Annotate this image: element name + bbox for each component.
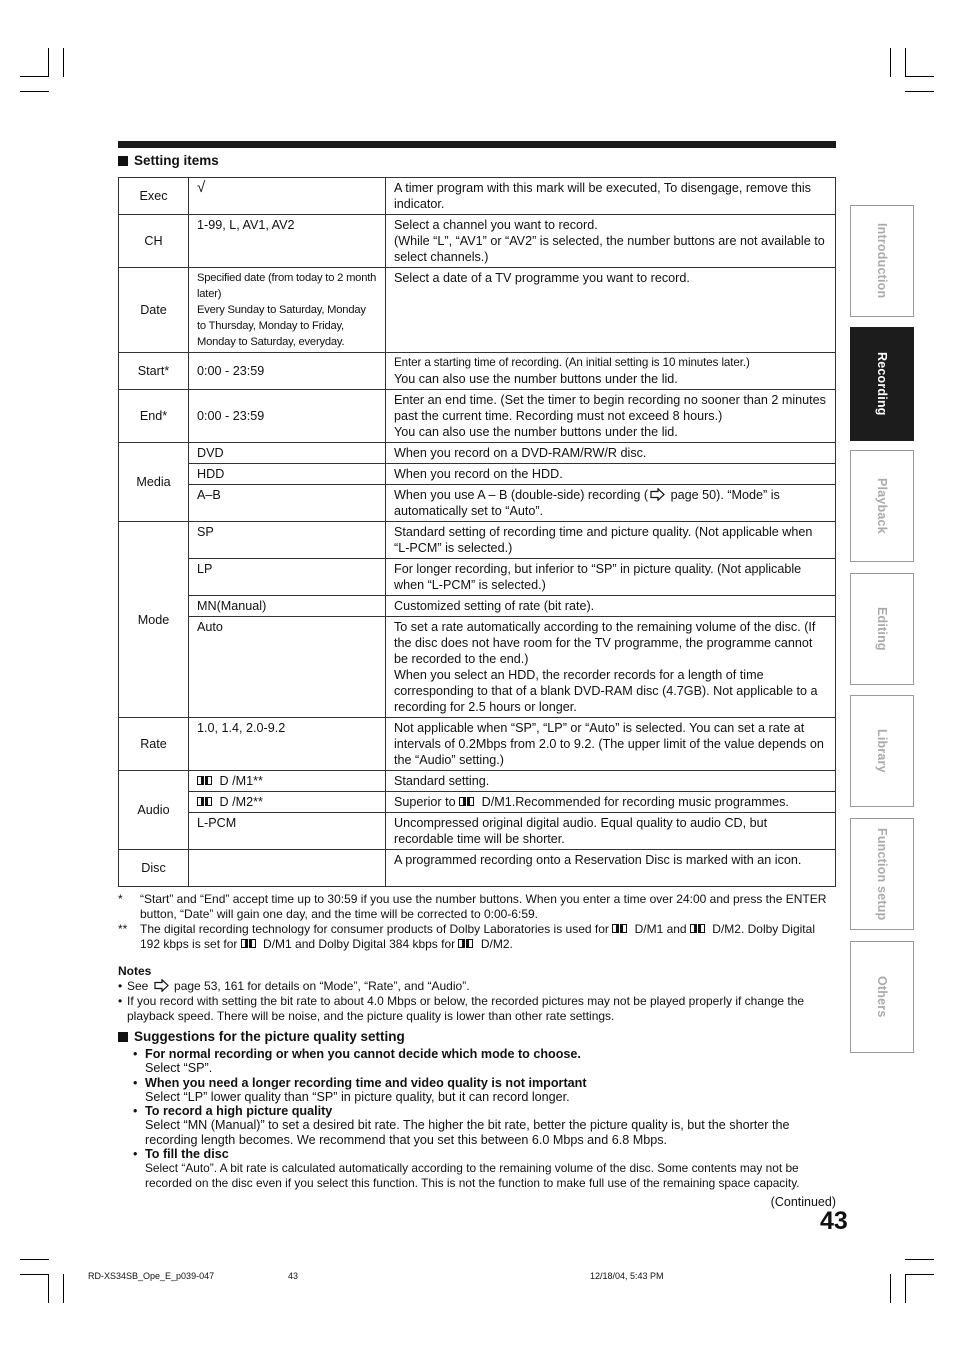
row-value: Specified date (from today to 2 month later) Every Sunday to Saturday, Monday to Thursday, Monday to Friday, Monday to Saturday, everyday. <box>189 268 386 353</box>
row-key: End* <box>119 390 189 443</box>
square-bullet-icon <box>118 1032 128 1042</box>
table-row <box>119 268 836 353</box>
dolby-double-d-icon <box>197 797 214 807</box>
list-item: • To record a high picture quality Select “MN (Manual)” to set a desired bit rate. The higher the bit rate, better the picture quality is, but the shorter the recording length becomes. We recommend that you set this between 6.0 Mbps and 6.8 Mbps. <box>133 1104 790 1147</box>
footer-page: 43 <box>288 1271 299 1281</box>
table-row <box>119 617 836 718</box>
table-row <box>119 596 836 617</box>
row-desc: For longer recording, but inferior to “SP” in picture quality. (Not applicable when “L-PCM” is selected.) <box>386 559 836 596</box>
section-title: Setting items <box>134 153 219 168</box>
table-row <box>119 215 836 268</box>
row-key: Audio <box>119 771 189 850</box>
dolby-double-d-icon <box>241 939 258 949</box>
row-value: L-PCM <box>189 813 386 850</box>
row-desc: A programmed recording onto a Reservation Disc is marked with an icon. <box>386 850 836 887</box>
notes <box>118 964 836 1024</box>
row-key: Date <box>119 268 189 353</box>
row-key: Disc <box>119 850 189 887</box>
list-item: • If you record with setting the bit rate to about 4.0 Mbps or below, the recorded pictures may not be played properly if change the playback speed. There will be noise, and the picture quality is lower than other rate settings. <box>118 994 805 1023</box>
row-desc: Not applicable when “SP”, “LP” or “Auto” is selected. You can set a rate at intervals of 0.2Mbps from 2.0 to 9.2. (The upper limit of the value depends on the “Audio” setting.) <box>386 718 836 771</box>
list-item: • For normal recording or when you cannot decide which mode to choose. Select “SP”. <box>133 1047 581 1076</box>
table-row <box>119 390 836 443</box>
row-value: √ <box>189 178 386 215</box>
right-arrow-icon <box>154 979 169 992</box>
right-arrow-icon <box>650 488 665 501</box>
list-item: • When you need a longer recording time and video quality is not important Select “LP” lower quality than “SP” in picture quality, but it can record longer. <box>133 1075 587 1104</box>
setting-items-table <box>118 177 836 887</box>
row-desc: When you record on the HDD. <box>386 464 836 485</box>
row-value <box>189 850 386 887</box>
row-value: 0:00 - 23:59 <box>189 390 386 443</box>
row-desc: To set a rate automatically according to the remaining volume of the disc. (If the disc does not have room for the TV programme, the programme cannot be recorded to the end.) When you select an HDD, the recorder records for a length of time corresponding to that of a blank DVD-RAM disc (4.7GB). Not applicable to a recording for 2.5 hours or longer. <box>386 617 836 718</box>
dolby-double-d-icon <box>197 776 214 786</box>
section-heading <box>118 153 219 168</box>
row-desc: Standard setting of recording time and picture quality. (Not applicable when “L-PCM” is selected.) <box>386 522 836 559</box>
row-desc: Standard setting. <box>386 771 836 792</box>
suggestions-list <box>133 1047 836 1190</box>
list-item: • To fill the disc Select “Auto”. A bit rate is calculated automatically according to the remaining volume of the disc. Some contents may not be recorded on the disc even if you select this function. This is not the function to make full use of the remaining space capacity. <box>133 1147 800 1190</box>
row-value: MN(Manual) <box>189 596 386 617</box>
dolby-double-d-icon <box>612 924 629 934</box>
tab-others[interactable]: Others <box>850 941 914 1053</box>
tab-playback[interactable]: Playback <box>850 450 914 562</box>
header-rule <box>118 141 836 148</box>
row-value: 1-99, L, AV1, AV2 <box>189 215 386 268</box>
row-value: A–B <box>189 485 386 522</box>
footnote: ** The digital recording technology for consumer products of Dolby Laboratories is used for D/M1 and D/M2. Dolby Digital 192 kbps is set for D/M1 and Dolby Digital 384 kbps for D/M2. <box>118 922 815 951</box>
square-bullet-icon <box>118 156 128 166</box>
row-key: Media <box>119 443 189 522</box>
row-key: Rate <box>119 718 189 771</box>
row-desc: Select a date of a TV programme you want to record. <box>386 268 836 353</box>
table-row <box>119 771 836 792</box>
row-value: D /M1** <box>189 771 386 792</box>
suggestions-title: Suggestions for the picture quality setting <box>134 1029 405 1044</box>
table-row <box>119 813 836 850</box>
page-number: 43 <box>820 1207 848 1235</box>
row-desc: A timer program with this mark will be executed, To disengage, remove this indicator. <box>386 178 836 215</box>
row-value: LP <box>189 559 386 596</box>
table-row <box>119 792 836 813</box>
row-desc: Customized setting of rate (bit rate). <box>386 596 836 617</box>
tab-library[interactable]: Library <box>850 695 914 807</box>
row-desc: Superior to D/M1.Recommended for recording music programmes. <box>386 792 836 813</box>
row-desc: When you record on a DVD-RAM/RW/R disc. <box>386 443 836 464</box>
table-row <box>119 559 836 596</box>
row-desc: Enter a starting time of recording. (An initial setting is 10 minutes later.) You can also use the number buttons under the lid. <box>386 353 836 390</box>
dolby-double-d-icon <box>690 924 707 934</box>
table-row <box>119 485 836 522</box>
table-row <box>119 850 836 887</box>
row-desc: Select a channel you want to record. (While “L”, “AV1” or “AV2” is selected, the number buttons are not available to select channels.) <box>386 215 836 268</box>
row-desc: Enter an end time. (Set the timer to begin recording no sooner than 2 minutes past the current time. Recording must not exceed 8 hours.) You can also use the number buttons under the lid. <box>386 390 836 443</box>
table-row <box>119 353 836 390</box>
row-key: Start* <box>119 353 189 390</box>
row-value: SP <box>189 522 386 559</box>
row-value: DVD <box>189 443 386 464</box>
row-value: HDD <box>189 464 386 485</box>
dolby-double-d-icon <box>459 797 476 807</box>
continued-label: (Continued) <box>770 1195 836 1209</box>
footer-filename: RD-XS34SB_Ope_E_p039-047 <box>88 1271 215 1281</box>
tab-recording[interactable]: Recording <box>850 327 914 441</box>
row-desc: Uncompressed original digital audio. Equal quality to audio CD, but recordable time will be shorter. <box>386 813 836 850</box>
tab-function-setup[interactable]: Function setup <box>850 818 914 930</box>
table-row <box>119 718 836 771</box>
row-value: Auto <box>189 617 386 718</box>
tab-introduction[interactable]: Introduction <box>850 205 914 317</box>
row-key: CH <box>119 215 189 268</box>
footer-datetime: 12/18/04, 5:43 PM <box>590 1271 664 1281</box>
table-row <box>119 178 836 215</box>
footnote: * “Start” and “End” accept time up to 30:59 if you use the number buttons. When you enter a time over 24:00 and press the ENTER button, “Date” will gain one day, and the time will be corrected to 0:00-6:59. <box>118 892 827 921</box>
row-value: 0:00 - 23:59 <box>189 353 386 390</box>
section-heading <box>118 1029 405 1044</box>
list-item: • See page 53, 161 for details on “Mode”, “Rate”, and “Audio”. <box>118 979 470 993</box>
tab-editing[interactable]: Editing <box>850 573 914 685</box>
row-value: D /M2** <box>189 792 386 813</box>
table-row <box>119 443 836 464</box>
row-key: Mode <box>119 522 189 718</box>
notes-title: Notes <box>118 964 152 978</box>
row-value: 1.0, 1.4, 2.0-9.2 <box>189 718 386 771</box>
table-row <box>119 464 836 485</box>
table-row <box>119 522 836 559</box>
row-desc: When you use A – B (double-side) recording ( page 50). “Mode” is automatically set to “Auto”. <box>386 485 836 522</box>
dolby-double-d-icon <box>458 939 475 949</box>
row-key: Exec <box>119 178 189 215</box>
